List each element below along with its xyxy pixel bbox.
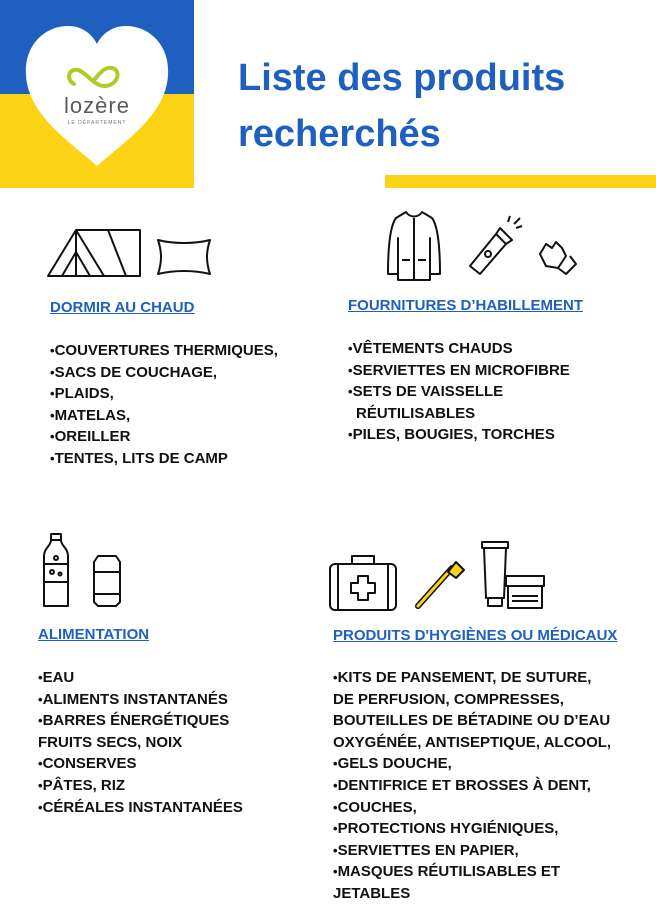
list-item: •CONSERVES — [38, 755, 137, 773]
list-item: •MASQUES RÉUTILISABLES ET — [333, 863, 561, 881]
bullet: • — [348, 341, 353, 356]
list-item: •GELS DOUCHE, — [333, 755, 452, 773]
list-item: •COUCHES, — [333, 798, 417, 816]
list-item: •MATELAS, — [50, 406, 131, 424]
bullet: • — [38, 713, 43, 729]
jacket-icon — [384, 208, 444, 282]
bullet: • — [348, 427, 353, 443]
list-item: •TENTES, LITS DE CAMP — [50, 449, 228, 467]
list-item: •SETS DE VAISSELLE — [348, 383, 504, 401]
list-item: •CÉRÉALES INSTANTANÉES — [38, 798, 243, 816]
list-item: •EAU — [38, 669, 75, 686]
bullet: • — [38, 777, 43, 793]
list-item: •BARRES ÉNERGÉTIQUES — [38, 712, 230, 730]
bullet: • — [38, 799, 43, 815]
bullet: • — [333, 756, 338, 772]
list-item: JETABLES — [333, 884, 411, 902]
can-icon — [92, 554, 122, 608]
first-aid-kit-icon — [328, 552, 398, 612]
list-item: •COUVERTURES THERMIQUES, — [50, 342, 278, 359]
logo-subtitle: LE DÉPARTEMENT — [67, 120, 127, 126]
title-line-1: Liste des produits — [238, 57, 566, 99]
list-item: BOUTEILLES DE BÉTADINE OU D’EAU — [333, 712, 611, 730]
list-item: •DENTIFRICE ET BROSSES À DENT, — [333, 776, 591, 794]
list-item: FRUITS SECS, NOIX — [38, 733, 183, 751]
toothbrush-icon — [412, 558, 466, 610]
list-clothing — [348, 338, 570, 446]
list-item: •PROTECTIONS HYGIÉNIQUES, — [333, 820, 559, 838]
bullet: • — [38, 756, 43, 772]
list-item: •VÊTEMENTS CHAUDS — [348, 340, 513, 357]
list-item: •ALIMENTS INSTANTANÉS — [38, 690, 228, 708]
flag-block — [0, 0, 194, 188]
list-item: DE PERFUSION, COMPRESSES, — [333, 690, 564, 708]
list-food — [38, 667, 243, 818]
pillow-icon — [154, 236, 214, 276]
list-item: •SERVIETTES EN PAPIER, — [333, 841, 519, 859]
cream-jar-icon — [504, 574, 546, 610]
list-sleep — [50, 340, 278, 470]
infinity-logo-icon — [64, 62, 128, 92]
list-item: •SACS DE COUCHAGE, — [50, 363, 218, 381]
logo-name: lozère — [64, 93, 130, 118]
title-underline-bar — [385, 175, 656, 188]
section-heading-sleep: DORMIR AU CHAUD — [50, 299, 195, 316]
bullet: • — [348, 362, 353, 378]
tent-icon — [46, 226, 142, 278]
bullet: • — [333, 821, 338, 837]
page-title — [238, 50, 648, 162]
list-item: RÉUTILISABLES — [356, 404, 476, 422]
list-item: •PÂTES, RIZ — [38, 776, 126, 794]
bullet: • — [333, 842, 338, 858]
section-heading-hygiene: PRODUITS D'HYGIÈNES OU MÉDICAUX — [333, 627, 618, 644]
bullet: • — [38, 691, 43, 707]
bullet: • — [50, 450, 55, 466]
list-item: •SERVIETTES EN MICROFIBRE — [348, 361, 570, 379]
bullet: • — [348, 384, 353, 400]
bullet: • — [333, 670, 338, 685]
bullet: • — [50, 429, 55, 445]
list-item: •KITS DE PANSEMENT, DE SUTURE, — [333, 669, 592, 686]
bullet: • — [333, 777, 338, 793]
flashlight-icon — [462, 214, 524, 278]
bullet: • — [38, 670, 43, 685]
bullet: • — [50, 407, 55, 423]
bullet: • — [50, 386, 55, 402]
list-item: •PLAIDS, — [50, 385, 114, 403]
list-item: •PILES, BOUGIES, TORCHES — [348, 426, 555, 444]
bullet: • — [333, 799, 338, 815]
water-bottle-icon — [40, 532, 72, 610]
list-hygiene — [333, 667, 611, 905]
gloves-icon — [536, 238, 580, 278]
list-item: •OREILLER — [50, 428, 131, 446]
title-line-2: recherchés — [238, 113, 441, 155]
section-heading-clothing: FOURNITURES D’HABILLEMENT — [348, 297, 583, 314]
bullet: • — [50, 364, 55, 380]
bullet: • — [50, 343, 55, 358]
list-item: OXYGÉNÉE, ANTISEPTIQUE, ALCOOL, — [333, 733, 612, 751]
section-heading-food: ALIMENTATION — [38, 626, 150, 643]
bullet: • — [333, 864, 338, 880]
